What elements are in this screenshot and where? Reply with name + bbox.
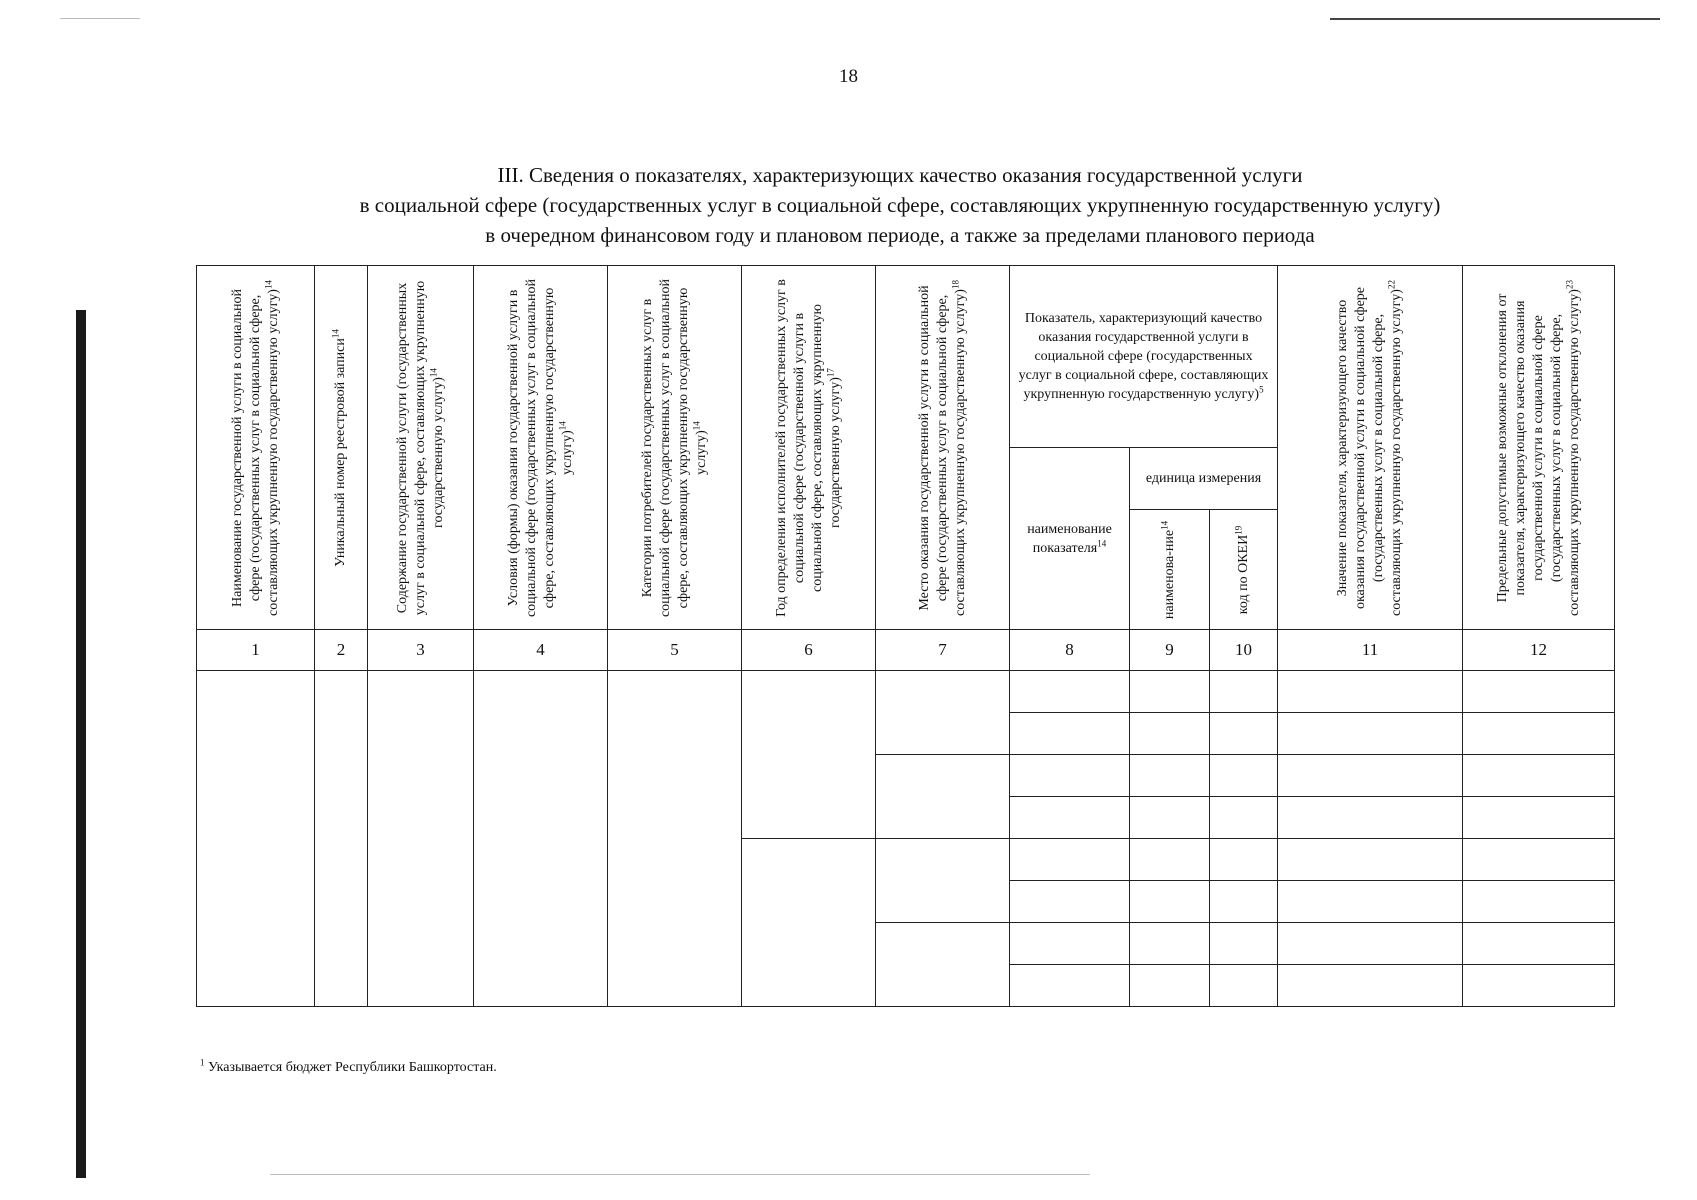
data-cell[interactable] — [1010, 671, 1130, 713]
header-service-content — [368, 266, 474, 630]
header-unit-name — [1130, 510, 1210, 630]
header-unit-code — [1210, 510, 1278, 630]
header-text: Предельные допустимые возможные отклонения от показателя, характеризующего качество оказания государственной услуги в социальной сфере (государственных услуг в социальной сфере, составляющих укрупненную государственную услугу) — [1494, 288, 1582, 616]
footnote-ref: 5 — [1259, 384, 1264, 395]
header-consumer-categories — [608, 266, 742, 630]
column-number: 10 — [1210, 630, 1278, 671]
column-number: 12 — [1463, 630, 1615, 671]
data-cell[interactable] — [1130, 965, 1210, 1007]
footnote — [200, 1057, 497, 1076]
header-indicator-value — [1278, 266, 1463, 630]
data-cell[interactable] — [1010, 923, 1130, 965]
header-provider-year — [742, 266, 876, 630]
data-cell[interactable] — [1010, 713, 1130, 755]
data-cell[interactable] — [876, 755, 1010, 839]
data-cell[interactable] — [1010, 881, 1130, 923]
scan-edge-mark — [1330, 18, 1660, 20]
header-text: Уникальный номер реестровой записи — [333, 337, 348, 567]
data-cell[interactable] — [1210, 713, 1278, 755]
header-text: Место оказания государственной услуги в социальной сфере (государственных услуг в социальной сфере, составляющих укрупненную государственную услугу) — [916, 284, 968, 616]
data-cell[interactable] — [1463, 881, 1615, 923]
header-indicator-name — [1010, 448, 1130, 630]
data-cell[interactable] — [1278, 881, 1463, 923]
header-text: Значение показателя, характеризующего качество оказания государственной услуги в социальной сфере (государственных услуг в социальной сфере, составляющих укрупненную государственную услугу) — [1335, 286, 1405, 616]
data-cell[interactable] — [1130, 671, 1210, 713]
title-line: в очередном финансовом году и плановом периоде, а также за пределами планового периода — [485, 223, 1315, 247]
header-service-location — [876, 266, 1010, 630]
header-unit-group: единица измерения — [1130, 448, 1278, 510]
footnote-number: 1 — [200, 1057, 205, 1068]
data-cell[interactable] — [1278, 671, 1463, 713]
column-number: 11 — [1278, 630, 1463, 671]
data-cell[interactable] — [1010, 797, 1130, 839]
column-number: 1 — [197, 630, 315, 671]
data-cell[interactable] — [1130, 923, 1210, 965]
page-number: 18 — [839, 66, 858, 87]
data-cell[interactable] — [368, 671, 474, 1007]
data-cell[interactable] — [1210, 839, 1278, 881]
data-cell[interactable] — [1210, 923, 1278, 965]
scan-edge-mark — [60, 18, 140, 19]
data-cell[interactable] — [1463, 671, 1615, 713]
section-title — [160, 160, 1640, 250]
quality-indicators-table — [196, 265, 1615, 1007]
data-cell[interactable] — [197, 671, 315, 1007]
data-cell[interactable] — [1010, 839, 1130, 881]
footnote-ref: 17 — [824, 367, 835, 377]
footnote-ref: 19 — [1232, 525, 1243, 535]
data-cell[interactable] — [1210, 965, 1278, 1007]
header-text: Показатель, характеризующий качество оказания государственной услуги в социальной сфере (государственных услуг в социальной сфере, составляющих укрупненную государственную услугу) — [1018, 311, 1269, 402]
column-number: 5 — [608, 630, 742, 671]
footnote-text: Указывается бюджет Республики Башкортостан. — [208, 1060, 497, 1075]
column-number: 9 — [1130, 630, 1210, 671]
footnote-ref: 14 — [330, 328, 341, 338]
data-cell[interactable] — [876, 839, 1010, 923]
header-service-conditions — [474, 266, 608, 630]
column-number: 8 — [1010, 630, 1130, 671]
data-cell[interactable] — [1010, 755, 1130, 797]
header-text: Условия (формы) оказания государственной услуги в социальной сфере (государственных услуг в социальной сфере, составляющих укрупненную государственную услугу) — [505, 278, 575, 617]
column-number: 3 — [368, 630, 474, 671]
footnote-ref: 14 — [427, 367, 438, 377]
footnote-ref: 14 — [1097, 537, 1107, 548]
footnote-ref: 22 — [1386, 279, 1397, 289]
data-cell[interactable] — [1278, 839, 1463, 881]
data-cell[interactable] — [315, 671, 368, 1007]
data-cell[interactable] — [1130, 713, 1210, 755]
data-cell[interactable] — [1210, 797, 1278, 839]
data-cell[interactable] — [1130, 881, 1210, 923]
data-cell[interactable] — [876, 923, 1010, 1007]
column-number: 4 — [474, 630, 608, 671]
data-cell[interactable] — [876, 671, 1010, 755]
header-text: код по ОКЕИ — [1235, 534, 1251, 614]
title-line: III. Сведения о показателях, характеризующих качество оказания государственной услуги — [497, 163, 1303, 187]
footnote-ref: 14 — [1158, 520, 1169, 530]
data-cell[interactable] — [1463, 965, 1615, 1007]
data-cell[interactable] — [742, 671, 876, 839]
scan-edge-mark — [270, 1174, 1090, 1175]
data-cell[interactable] — [1278, 923, 1463, 965]
data-cell[interactable] — [1130, 797, 1210, 839]
scan-edge-bar — [76, 310, 86, 1178]
header-service-name — [197, 266, 315, 630]
data-cell[interactable] — [1210, 881, 1278, 923]
column-number: 6 — [742, 630, 876, 671]
data-cell[interactable] — [1130, 755, 1210, 797]
footnote-ref: 14 — [262, 279, 273, 289]
data-cell[interactable] — [1463, 923, 1615, 965]
data-cell[interactable] — [742, 839, 876, 1007]
data-cell[interactable] — [1130, 839, 1210, 881]
data-cell[interactable] — [1210, 755, 1278, 797]
data-cell[interactable] — [474, 671, 608, 1007]
header-text: Год определения исполнителей государственных услуг в социальной сфере (государственной услуги в социальной сфере, составляющих укрупненную государственную услугу) — [773, 278, 843, 617]
header-allowed-deviations — [1463, 266, 1615, 630]
data-cell[interactable] — [1278, 713, 1463, 755]
data-cell[interactable] — [1210, 671, 1278, 713]
header-text: наименование показателя — [1027, 521, 1112, 556]
column-number: 7 — [876, 630, 1010, 671]
footnote-ref: 14 — [556, 420, 567, 430]
footnote-ref: 18 — [949, 279, 960, 289]
title-line: в социальной сфере (государственных услуг в социальной сфере, составляющих укрупненную государственную услугу) — [359, 193, 1441, 217]
header-registry-number — [315, 266, 368, 630]
footnote-ref: 23 — [1563, 279, 1574, 289]
data-cell[interactable] — [1463, 713, 1615, 755]
data-cell[interactable] — [1278, 797, 1463, 839]
column-number: 2 — [315, 630, 368, 671]
data-cell[interactable] — [1278, 755, 1463, 797]
data-cell[interactable] — [608, 671, 742, 1007]
data-cell[interactable] — [1463, 755, 1615, 797]
header-indicator-group — [1010, 266, 1278, 448]
header-text: Содержание государственной услуги (государственных услуг в социальной сфере, составляющих укрупненную государственную услугу) — [394, 280, 446, 615]
header-text: Категории потребителей государственных услуг в социальной сфере (государственных услуг в социальной сфере, составляющих укрупненную государственную услугу) — [639, 278, 709, 617]
data-cell[interactable] — [1278, 965, 1463, 1007]
header-text: наименова-ние — [1161, 529, 1177, 619]
footnote-ref: 14 — [690, 420, 701, 430]
data-cell[interactable] — [1010, 965, 1130, 1007]
header-text: Наименование государственной услуги в социальной сфере (государственных услуг в социальной сфере, составляющих укрупненную государственную услугу) — [229, 288, 281, 616]
data-cell[interactable] — [1463, 797, 1615, 839]
data-cell[interactable] — [1463, 839, 1615, 881]
